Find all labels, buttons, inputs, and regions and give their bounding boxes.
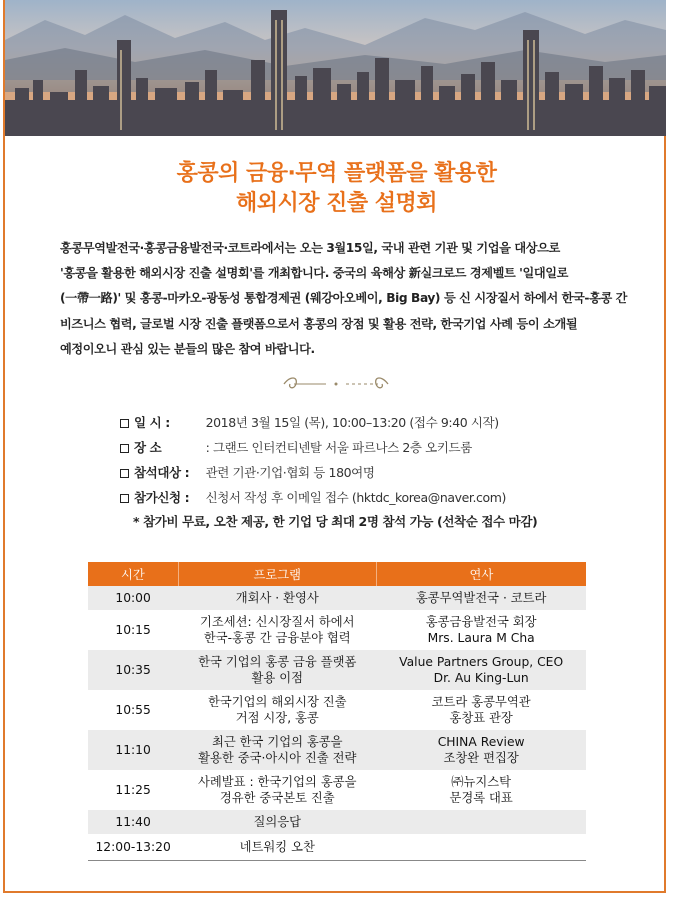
title-line-2: 해외시장 진출 설명회 bbox=[235, 191, 438, 216]
info-label: 일 시 : bbox=[134, 415, 170, 430]
cell-speaker bbox=[376, 586, 586, 610]
table-row bbox=[88, 834, 586, 861]
intro-line: 비즈니스 협력, 글로벌 시장 진출 플랫폼으로서 홍콩의 장점 및 활용 전략, 한국기업 사례 등이 소개될 bbox=[60, 316, 578, 331]
intro-line: 홍콩무역발전국·홍콩금융발전국·코트라에서는 오는 3월15일, 국내 관련 기관 및 기업을 대상으로 bbox=[60, 241, 560, 255]
info-label: 참가신청 : bbox=[134, 490, 190, 505]
cell-program bbox=[178, 610, 376, 650]
speaker-line: Dr. Au King-Lun bbox=[433, 671, 529, 685]
program-line: 사례발표 : 한국기업의 홍콩을 bbox=[198, 775, 357, 789]
checkbox-square-icon bbox=[120, 494, 129, 503]
cell-time: 11:40 bbox=[88, 810, 178, 834]
info-value: 2018년 3월 15일 (목), 10:00–13:20 (접수 9:40 시작) bbox=[202, 415, 499, 430]
cell-time: 11:25 bbox=[115, 783, 151, 797]
info-row-registration bbox=[120, 488, 506, 513]
skyline-illustration bbox=[5, 0, 666, 136]
program-line: 한국-홍콩 간 금융분야 협력 bbox=[203, 631, 351, 645]
checkbox-square-icon bbox=[120, 444, 129, 453]
cell-speaker bbox=[376, 690, 586, 730]
speaker-line: 코트라 홍콩무역관 bbox=[431, 695, 531, 709]
speaker-line: 홍콩무역발전국 · 코트라 bbox=[415, 591, 547, 605]
program-line: 기조세션: 신시장질서 하에서 bbox=[200, 615, 355, 629]
cell-time: 11:10 bbox=[88, 730, 178, 770]
cell-time: 10:15 bbox=[115, 623, 151, 637]
table-header-row bbox=[88, 562, 586, 586]
info-row-attendees bbox=[120, 463, 506, 488]
info-label: 참석대상 : bbox=[134, 465, 190, 480]
table-row bbox=[88, 730, 586, 770]
speaker-line: 문경록 대표 bbox=[449, 791, 513, 805]
program-line: 활용한 중국·아시아 진출 전략 bbox=[198, 751, 357, 765]
title-line-1: 홍콩의 금융·무역 플랫폼을 활용한 bbox=[176, 161, 497, 186]
event-info bbox=[120, 413, 506, 513]
info-row-date bbox=[120, 413, 506, 438]
ornament-divider-icon bbox=[280, 374, 392, 394]
program-line: 개회사 · 환영사 bbox=[235, 591, 319, 605]
table-row bbox=[88, 690, 586, 730]
intro-paragraph bbox=[60, 236, 630, 362]
header-program: 프로그램 bbox=[178, 562, 376, 586]
program-line: 거점 시장, 홍콩 bbox=[235, 711, 319, 725]
cell-program bbox=[178, 586, 376, 610]
cell-speaker bbox=[376, 770, 586, 810]
info-row-venue bbox=[120, 438, 506, 463]
cell-program bbox=[178, 650, 376, 690]
cell-speaker bbox=[376, 834, 586, 861]
intro-line: (一帶一路)' 및 홍콩-마카오-광동성 통합경제권 (웨강아오베이, Big Bay) 등 신 시장질서 하에서 한국-홍콩 간 bbox=[60, 291, 628, 306]
program-table bbox=[88, 562, 586, 861]
intro-line: 예정이오니 관심 있는 분들의 많은 참여 바랍니다. bbox=[60, 341, 315, 356]
info-label: 장 소 bbox=[134, 440, 162, 455]
header-time: 시간 bbox=[88, 562, 178, 586]
program-line: 경유한 중국본토 진출 bbox=[219, 791, 335, 805]
cell-program bbox=[178, 690, 376, 730]
program-line: 활용 이점 bbox=[251, 671, 303, 685]
table-row bbox=[88, 650, 586, 690]
cell-program bbox=[178, 770, 376, 810]
speaker-line: ㈜뉴지스탁 bbox=[451, 775, 512, 789]
cell-speaker bbox=[376, 730, 586, 770]
program-line: 네트워킹 오찬 bbox=[239, 840, 315, 854]
program-line: 한국기업의 해외시장 진출 bbox=[208, 695, 347, 709]
info-value: 관련 기관·기업·협회 등 180여명 bbox=[202, 465, 375, 480]
speaker-line: 홍콩금융발전국 회장 bbox=[425, 615, 537, 629]
cell-time: 10:55 bbox=[115, 703, 151, 717]
cell-time: 10:35 bbox=[88, 650, 178, 690]
cell-time: 12:00-13:20 bbox=[88, 834, 178, 861]
header-speaker: 연사 bbox=[376, 562, 586, 586]
cell-speaker bbox=[376, 610, 586, 650]
speaker-line: Mrs. Laura M Cha bbox=[427, 631, 535, 645]
speaker-line: Value Partners Group, CEO bbox=[399, 655, 564, 669]
program-line: 질의응답 bbox=[253, 815, 302, 829]
table-row bbox=[88, 810, 586, 834]
hero-image-hong-kong-skyline bbox=[5, 0, 666, 136]
info-value: : 그랜드 인터컨티넨탈 서울 파르나스 2층 오키드룸 bbox=[202, 440, 472, 455]
program-line: 한국 기업의 홍콩 금융 플랫폼 bbox=[198, 655, 357, 669]
cell-speaker bbox=[376, 650, 586, 690]
speaker-line: CHINA Review bbox=[437, 735, 525, 749]
info-value: 신청서 작성 후 이메일 접수 (hktdc_korea@naver.com) bbox=[202, 490, 507, 505]
cell-program bbox=[178, 834, 376, 861]
program-line: 최근 한국 기업의 홍콩을 bbox=[212, 735, 343, 749]
checkbox-square-icon bbox=[120, 419, 129, 428]
table-row bbox=[88, 586, 586, 610]
intro-line: '홍콩을 활용한 해외시장 진출 설명회'를 개최합니다. 중국의 육해상 新실크로드 경제벨트 '일대일로 bbox=[60, 266, 568, 281]
participation-note: * 참가비 무료, 오찬 제공, 한 기업 당 최대 2명 참석 가능 (선착순 접수 마감) bbox=[133, 514, 538, 529]
speaker-line: 조창완 편집장 bbox=[443, 751, 519, 765]
cell-program bbox=[178, 810, 376, 834]
checkbox-square-icon bbox=[120, 469, 129, 478]
cell-time: 10:00 bbox=[88, 586, 178, 610]
table-row bbox=[88, 770, 586, 810]
speaker-line: 홍창표 관장 bbox=[449, 711, 513, 725]
table-row bbox=[88, 610, 586, 650]
cell-speaker bbox=[376, 810, 586, 834]
cell-program bbox=[178, 730, 376, 770]
